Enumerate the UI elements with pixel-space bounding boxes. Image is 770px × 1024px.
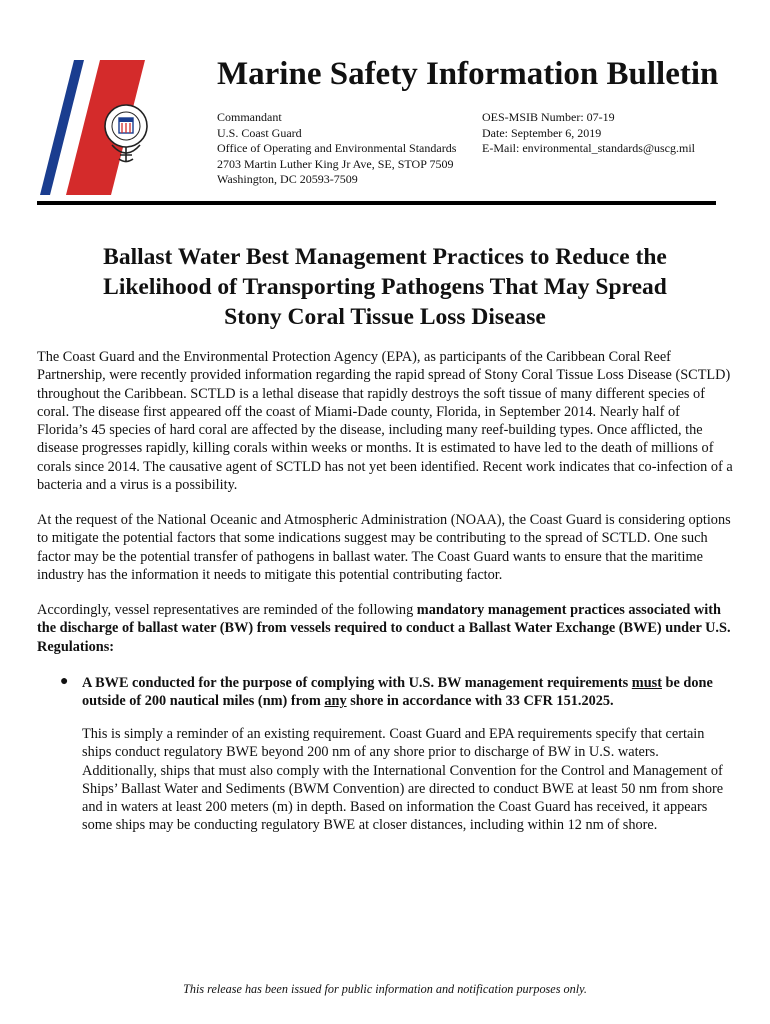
bullet-part: shore in accordance with 33 CFR 151.2025. [346,693,614,710]
paragraph-management-practices [37,601,734,656]
paragraph-background: The Coast Guard and the Environmental Protection Agency (EPA), as participants of the Caribbean Coral Reef Partnership, were recently provided information regarding the rapid spread of Stony Coral Tissue Loss Disease (SCTLD) throughout the Caribbean. SCTLD is a lethal disease that rapidly destroys the soft tissue of many different species of coral. The disease first appeared off the coast of Miami-Dade county, Florida, in September 2014. Nearly half of Florida’s 45 species of hard coral are affected by the disease, including many reef-building types. Once afflicted, the disease progresses rapidly, killing corals within weeks or months. It is estimated to have led to the death of millions of corals since 2014. The causative agent of SCTLD has not yet been identified. Recent work indicates that co-infection of a bacteria and a virus is a possibility. [37,349,733,494]
coast-guard-seal-icon [103,103,149,165]
address-line: Office of Operating and Environmental Standards [217,141,457,155]
msib-number: OES-MSIB Number: 07-19 [482,110,615,124]
contact-email: E-Mail: environmental_standards@uscg.mil [482,141,696,155]
address-line: Commandant [217,110,282,124]
bullet-part: A BWE conducted for the purpose of complying with U.S. BW management requirements [82,675,632,691]
paragraph-noaa-request: At the request of the National Oceanic and Atmospheric Administration (NOAA), the Coast Guard is considering options to mitigate the potential factors that some indications suggest may be contributing to the spread of SCTLD. One such factor may be the potential transfer of pathogens in ballast water. The Coast Guard wants to ensure that the maritime industry has the information it needs to mitigate this potential contributing factor. [37,512,731,583]
paragraph-lead: Accordingly, vessel representatives are reminded of the following [37,602,417,618]
address-line: 2703 Martin Luther King Jr Ave, SE, STOP 7509 [217,156,454,171]
title-line: Likelihood of Transporting Pathogens That May Spread [103,274,667,300]
address-line: Washington, DC 20593-7509 [217,172,358,186]
sender-address [217,110,456,188]
header-divider [37,201,716,205]
bulletin-date: Date: September 6, 2019 [482,125,602,140]
bullet-underlined-must: must [631,675,662,691]
bullet-dot-icon: ● [60,674,69,689]
bulletin-meta [482,110,695,157]
paragraph-emphasis: mandatory management practices associated with the discharge of ballast water (BW) from vessels required to conduct a Ballast Water Exchange (BWE) under U.S. Regulations: [37,602,731,655]
address-line: U.S. Coast Guard [217,125,302,140]
bullet-underlined-any: any [324,693,347,710]
title-line: Stony Coral Tissue Loss Disease [224,304,546,330]
footer-disclaimer: This release has been issued for public information and notification purposes only. [183,982,587,996]
bullet-text [82,674,734,711]
bullet-part: be done outside of 200 nautical miles (nm) from [82,675,713,710]
bulletin-title: Marine Safety Information Bulletin [217,56,719,92]
paragraph-reminder: This is simply a reminder of an existing requirement. Coast Guard and EPA requirements specify that certain ships conduct regulatory BWE beyond 200 nm of any shore prior to discharge of BW in U.S. waters. Additionally, ships that must also comply with the International Convention for the Control and Management of Ships’ Ballast Water and Sediments (BWM Convention) are directed to conduct BWE at least 50 nm from shore and in waters at least 200 meters (m) in depth. Based on information the Coast Guard has received, it appears some ships may be conducting regulatory BWE at closer distances, including within 12 nm of shore. [82,726,724,834]
document-title [40,242,730,332]
title-line: Ballast Water Best Management Practices to Reduce the [103,244,667,270]
